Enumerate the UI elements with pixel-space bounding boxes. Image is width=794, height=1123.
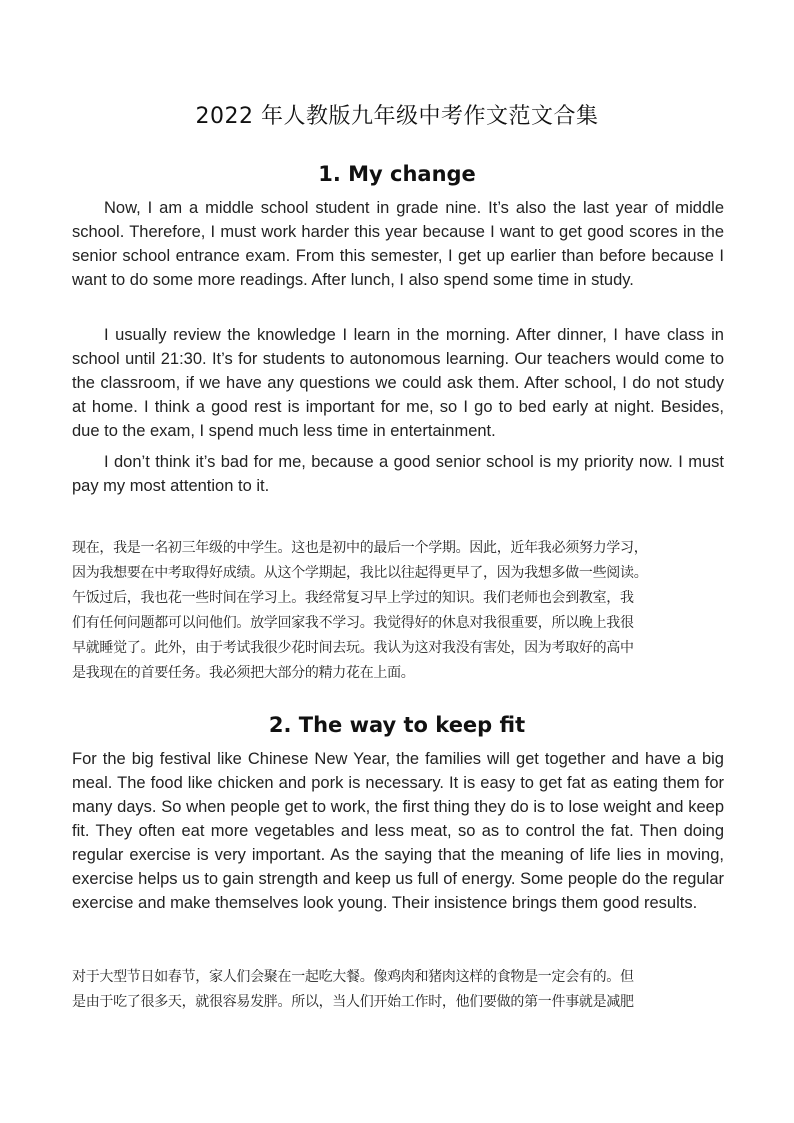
- translation-line: 早就睡觉了。此外，由于考试我很少花时间去玩。我认为这对我没有害处，因为考取好的高中: [72, 640, 634, 656]
- translation-line: 们有任何问题都可以问他们。放学回家我不学习。我觉得好的休息对我很重要，所以晚上我很: [72, 615, 634, 631]
- section-heading-my-change: 1. My change: [318, 162, 476, 186]
- section2-paragraph: For the big festival like Chinese New Year, the families will get together and have a big meal. The food like chicken and pork is necessary. It is easy to get fat as eating them for many days. So when people get to work, the first thing they do is to lose weight and keep fit. They often eat more vegetables and less meat, so as to control the fat. Then doing regular exercise is very important. As the saying that the meaning of life lies in moving, exercise helps us to gain strength and keep us full of energy. Some people do the regular exercise and make themselves look young. Their insistence brings them good results.: [72, 750, 724, 912]
- section1-paragraph-1: Now, I am a middle school student in grade nine. It’s also the last year of middle school. Therefore, I must work harder this year because I want to get good scores in the senior school entrance exam. From this semester, I get up earlier than before because I want to do some more readings. After lunch, I also spend some time in study.: [72, 199, 724, 289]
- translation-line: 是由于吃了很多天，就很容易发胖。所以，当人们开始工作时，他们要做的第一件事就是减肥: [72, 994, 634, 1010]
- translation-line: 因为我想要在中考取得好成绩。从这个学期起，我比以往起得更早了，因为我想多做一些阅读。: [72, 565, 648, 581]
- translation-line: 是我现在的首要任务。我必须把大部分的精力花在上面。: [72, 665, 415, 681]
- section-heading-keep-fit: 2. The way to keep fit: [268, 713, 526, 737]
- translation-line: 现在，我是一名初三年级的中学生。这也是初中的最后一个学期。因此，近年我必须努力学习，: [72, 540, 648, 556]
- document-title: 2022 年人教版九年级中考作文范文合集: [195, 104, 599, 129]
- translation-line: 午饭过后，我也花一些时间在学习上。我经常复习早上学过的知识。我们老师也会到教室，我: [72, 590, 634, 606]
- section1-paragraph-3: I don’t think it’s bad for me, because a good senior school is my priority now. I must pay my most attention to it.: [72, 453, 724, 495]
- section1-paragraph-2: I usually review the knowledge I learn in the morning. After dinner, I have class in school until 21:30. It’s for students to autonomous learning. Our teachers would come to the classroom, if we have any questions we could ask them. After school, I do not study at home. I think a good rest is important for me, so I go to bed early at night. Besides, due to the exam, I spend much less time in entertainment.: [72, 326, 724, 440]
- translation-line: 对于大型节日如春节，家人们会聚在一起吃大餐。像鸡肉和猪肉这样的食物是一定会有的。但: [72, 969, 634, 985]
- section1-chinese-translation: [72, 536, 724, 686]
- section2-chinese-translation: [72, 965, 724, 1015]
